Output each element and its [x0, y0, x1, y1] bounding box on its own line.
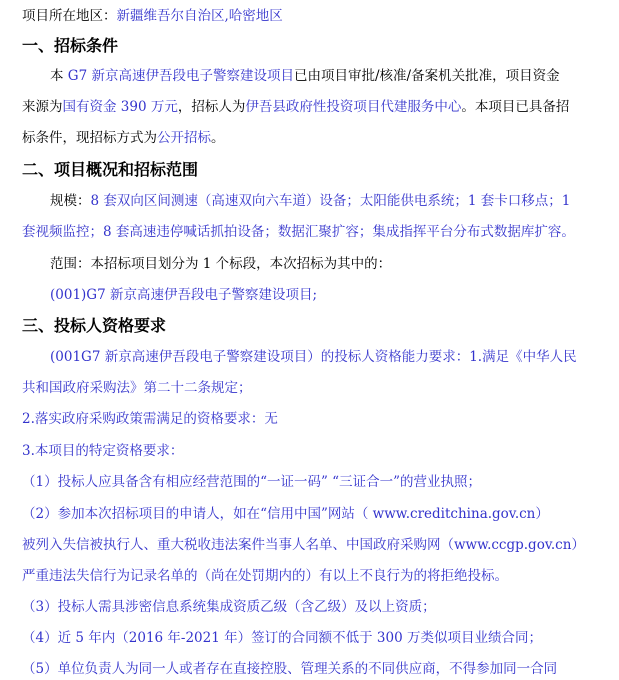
conditions-paragraph-line3 [22, 128, 225, 148]
text-run: ，招标人为 [177, 99, 246, 115]
qualification-line1: (001G7 新京高速伊吾段电子警察建设项目）的投标人资格能力要求：1.满足《中华人民 [50, 349, 577, 365]
qualification-sub2-line2: 被列入失信被执行人、重大税收违法案件当事人名单、中国政府采购网（www.ccgp.gov.cn） [22, 537, 585, 553]
qualification-sub4: （4）近 5 年内（2016 年-2021 年）签订的合同额不低于 300 万类似项目业绩合同； [22, 630, 542, 646]
lot-item: (001)G7 新京高速伊吾段电子警察建设项目; [50, 287, 318, 303]
location-value: 新疆维吾尔自治区,哈密地区 [116, 8, 283, 24]
scale-line2: 套视频监控；8 套高速违停喊话抓拍设备；数据汇聚扩容；集成指挥平台分布式数据库扩容。 [22, 224, 575, 240]
conditions-paragraph-line2 [22, 97, 569, 117]
text-run: 来源为 [22, 99, 63, 115]
project-name: G7 新京高速伊吾段电子警察建设项目 [67, 68, 294, 84]
tenderer-name: 伊吾县政府性投资项目代建服务中心 [245, 99, 462, 115]
text-run: 。本项目已具备招 [461, 99, 570, 115]
tender-method: 公开招标 [157, 130, 211, 146]
funding-source: 国有资金 390 万元 [62, 99, 178, 115]
scope-text: 范围：本招标项目划分为 1 个标段，本次招标为其中的： [50, 256, 392, 272]
qualification-sub5: （5）单位负责人为同一人或者存在直接控股、管理关系的不同供应商，不得参加同一合同 [22, 661, 558, 677]
scale-line1 [50, 191, 570, 211]
section-heading-conditions: 一、招标条件 [22, 36, 119, 55]
project-location [22, 6, 283, 26]
qualification-sub2-line3: 严重违法失信行为记录名单的（尚在处罚期内的）有以上不良行为的将拒绝投标。 [22, 568, 508, 584]
section-heading-qualifications: 三、投标人资格要求 [22, 316, 167, 335]
qualification-sub1: （1）投标人应具备含有相应经营范围的“一证一码” “三证合一”的营业执照； [22, 474, 481, 490]
qualification-line2: 共和国政府采购法》第二十二条规定； [22, 380, 252, 396]
scale-text: 8 套双向区间测速（高速双向六车道）设备；太阳能供电系统；1 套卡口移点；1 [90, 193, 571, 209]
text-run: 。 [211, 130, 225, 146]
text-run: 本 [50, 68, 68, 84]
qualification-item2: 2.落实政府采购政策需满足的资格要求：无 [22, 411, 278, 427]
text-run: 已由项目审批/核准/备案机关批准，项目资金 [293, 68, 560, 84]
text-run: 标条件，现招标方式为 [22, 130, 157, 146]
section-heading-overview: 二、项目概况和招标范围 [22, 160, 199, 179]
scale-label: 规模： [50, 193, 91, 209]
qualification-item3: 3.本项目的特定资格要求： [22, 443, 184, 459]
qualification-sub2-line1: （2）参加本次招标项目的申请人，如在“信用中国”网站（ www.creditchina.gov.cn） [22, 506, 549, 522]
conditions-paragraph-line1 [50, 66, 560, 86]
qualification-sub3: （3）投标人需具涉密信息系统集成资质乙级（含乙级）及以上资质； [22, 599, 436, 615]
location-label: 项目所在地区： [22, 8, 117, 24]
